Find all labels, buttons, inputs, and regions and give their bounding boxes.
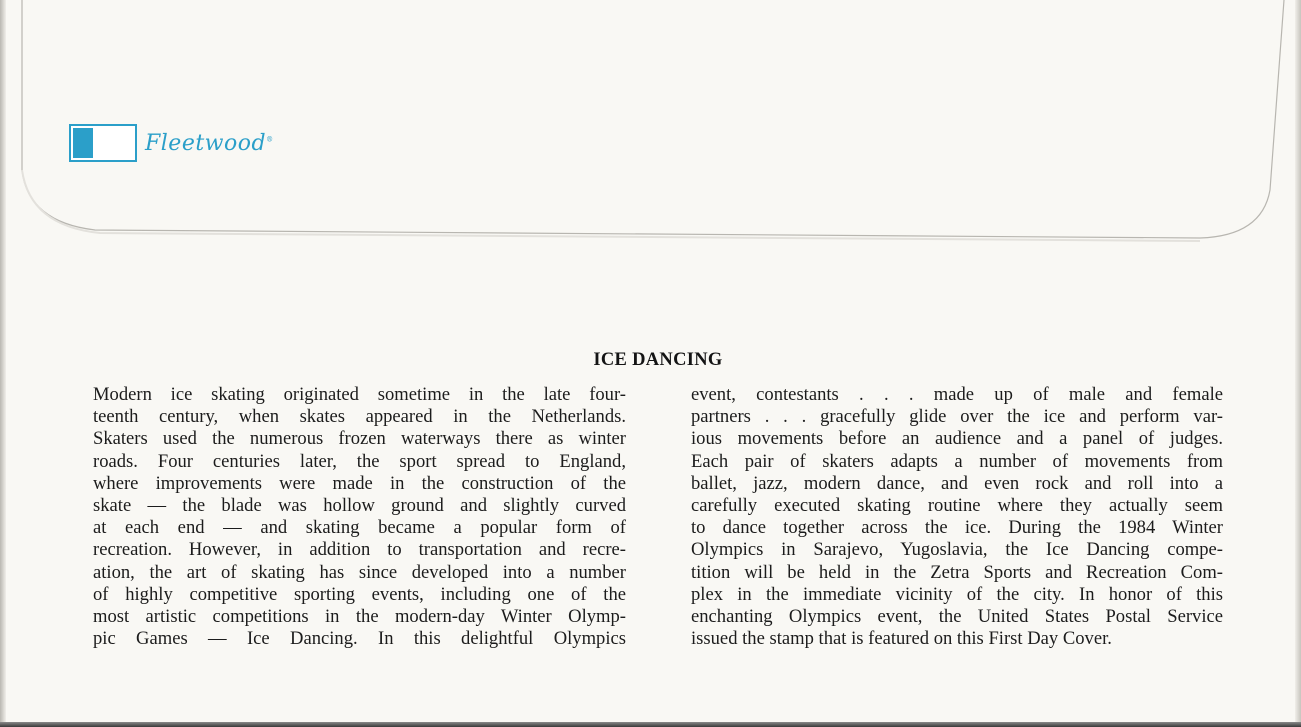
article-line: issued the stamp that is featured on this First Day Cover. <box>691 628 1112 650</box>
article-line: Modern ice skating originated sometime in the late four- <box>93 384 626 405</box>
logo-box-icon <box>69 124 137 162</box>
fleetwood-logo <box>69 124 274 162</box>
article-right-column <box>691 384 1223 650</box>
logo-box-fill <box>73 128 93 158</box>
article-line: event, contestants . . . made up of male and female <box>691 384 1223 405</box>
article-line: roads. Four centuries later, the sport spread to England, <box>93 450 626 472</box>
article-line: recreation. However, in addition to transportation and recre- <box>93 539 626 561</box>
article-line: most artistic competitions in the modern-day Winter Olymp- <box>93 606 626 628</box>
article-line: at each end — and skating became a popular form of <box>93 517 626 539</box>
logo-registered-mark: ® <box>266 135 274 144</box>
article-line: plex in the immediate vicinity of the city. In honor of this <box>691 583 1223 605</box>
article-line: to dance together across the ice. During the 1984 Winter <box>691 517 1223 539</box>
article-line: tition will be held in the Zetra Sports and Recreation Com- <box>691 561 1223 583</box>
article-line: of highly competitive sporting events, including one of the <box>93 583 626 605</box>
article-line: Skaters used the numerous frozen waterways there as winter <box>93 428 626 450</box>
article-line: ious movements before an audience and a panel of judges. <box>691 428 1223 450</box>
article-line: carefully executed skating routine where they actually seem <box>691 495 1223 517</box>
article-line: pic Games — Ice Dancing. In this delightful Olympics <box>93 628 626 650</box>
logo-brand-name <box>145 131 274 156</box>
article-line: skate — the blade was hollow ground and slightly curved <box>93 495 626 517</box>
logo-brand-text: Fleetwood <box>145 130 267 156</box>
article-title: ICE DANCING <box>593 350 723 370</box>
article-line: ballet, jazz, modern dance, and even rock and roll into a <box>691 472 1223 494</box>
article-line: Each pair of skaters adapts a number of movements from <box>691 450 1223 472</box>
article-line: partners . . . gracefully glide over the ice and perform var- <box>691 406 1223 428</box>
article-line: where improvements were made in the construction of the <box>93 472 626 494</box>
article-line: ation, the art of skating has since developed into a number <box>93 561 626 583</box>
article-line: Olympics in Sarajevo, Yugoslavia, the Ice Dancing compe- <box>691 539 1223 561</box>
article-left-column <box>93 384 626 650</box>
article-line: teenth century, when skates appeared in the Netherlands. <box>93 406 626 428</box>
article-line: enchanting Olympics event, the United States Postal Service <box>691 606 1223 628</box>
